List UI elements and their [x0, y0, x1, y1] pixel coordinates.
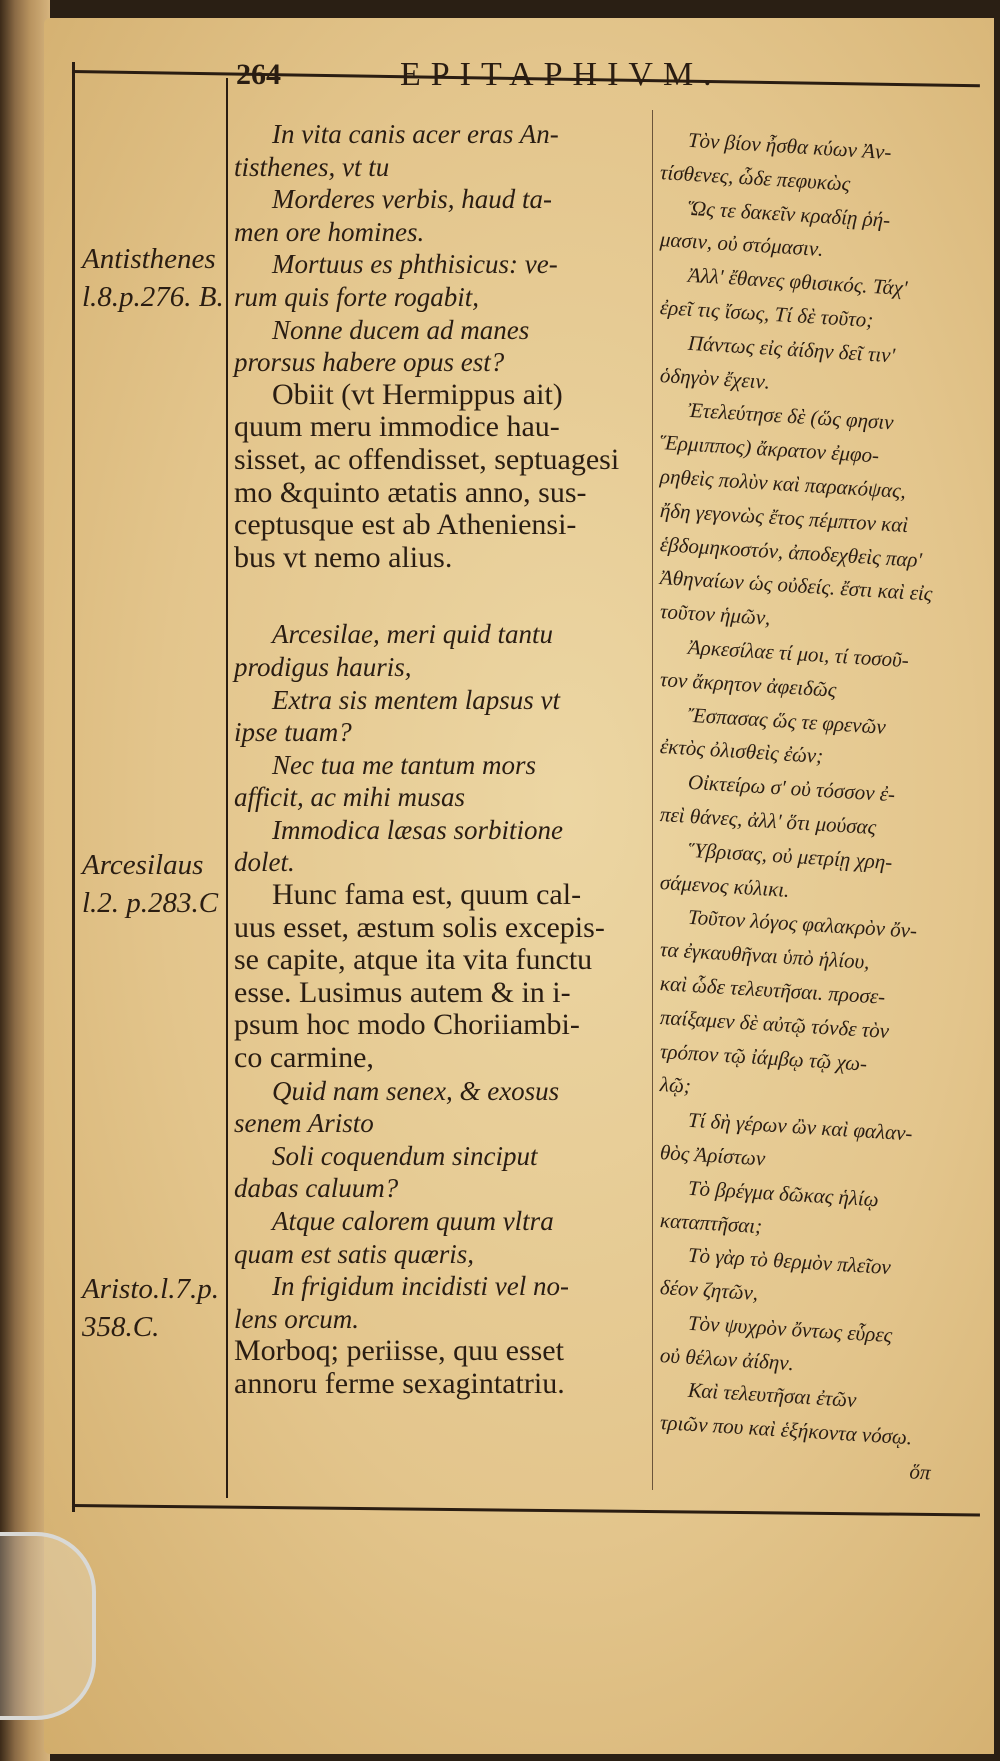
margin-note-line: 358.C. [82, 1311, 160, 1343]
greek-line: ἑβδομηκοστόν, ἀποδεχθεὶς παρ' [659, 531, 923, 572]
latin-line: psum hoc modo Choriiambi- [234, 1008, 580, 1042]
latin-line: mo &quinto ætatis anno, sus- [234, 475, 587, 509]
page-number: 264 [236, 58, 281, 91]
greek-line: Ὕβρισας, οὐ μετρίῃ χρη- [687, 837, 893, 874]
latin-line: se capite, atque ita vita functu [234, 943, 593, 977]
greek-line: τα ἐγκαυθῆναι ὑπὸ ἡλίου, [659, 937, 871, 974]
latin-line: co carmine, [234, 1041, 374, 1075]
greek-column [659, 122, 980, 1485]
margin-note-antisthenes [82, 240, 222, 316]
margin-note-aristo [82, 1270, 222, 1346]
greek-line: οὐ θέλων ἀίδην. [659, 1342, 795, 1375]
latin-line: annoru ferme sexagintatriu. [234, 1366, 565, 1400]
greek-line: παίξαμεν δὲ αὐτῷ τόνδε τὸν [659, 1004, 890, 1043]
latin-line: In frigidum incidisti vel no- [272, 1271, 569, 1302]
latin-line: quam est satis quæris, [234, 1238, 475, 1269]
margin-note-line: l.2. p.283.C [82, 887, 219, 919]
greek-line: Οἰκτείρω σ' οὐ τόσσον ἐ- [687, 769, 896, 807]
latin-line: uus esset, æstum solis excepis- [234, 910, 605, 944]
latin-line: dabas caluum? [234, 1173, 399, 1204]
greek-line: Ἐτελεύτησε δὲ (ὥς φησιν [687, 398, 895, 435]
greek-line: Ὥς τε δακεῖν κραδίῃ ῥή- [687, 195, 891, 232]
greek-line: τριῶν που καὶ ἑξήκοντα νόσῳ. [659, 1410, 913, 1450]
latin-column [234, 118, 644, 1401]
greek-line: δέον ζητῶν, [659, 1275, 759, 1306]
greek-line: μασιν, οὐ στόμασιν. [659, 227, 825, 262]
book-page-edges [0, 0, 50, 1761]
greek-line: τοῦτον ἡμῶν, [659, 599, 772, 630]
latin-line: ipse tuam? [234, 717, 352, 748]
greek-line: σάμενος κύλικι. [659, 869, 791, 902]
greek-line: Τοῦτον λόγος φαλακρὸν ὄν- [687, 905, 918, 944]
latin-line: Nec tua me tantum mors [272, 749, 536, 780]
greek-line: Τὸν ψυχρὸν ὄντως εὗρες [687, 1310, 893, 1348]
greek-line: λῷ; [659, 1072, 692, 1099]
paragraph-gap [234, 574, 644, 618]
latin-line: rum quis forte rogabit, [234, 281, 480, 312]
latin-line: lens orcum. [234, 1303, 359, 1334]
latin-line: Extra sis mentem lapsus vt [272, 684, 560, 715]
outer-column-rule [72, 62, 75, 1512]
column-divider [652, 110, 653, 1490]
paper-clip-bookmark [0, 1532, 96, 1720]
latin-line: Morderes verbis, haud ta- [272, 184, 552, 215]
latin-line: Atque calorem quum vltra [272, 1206, 554, 1236]
latin-line: Obiit (vt Hermippus ait) [272, 377, 563, 411]
greek-line: τρόπον τῷ ἰάμβῳ τῷ χω- [659, 1038, 868, 1076]
greek-line: Τὸν βίον ἦσθα κύων Ἀν- [687, 127, 893, 165]
latin-line: esse. Lusimus autem & in i- [234, 975, 571, 1009]
greek-line: Ἀλλ' ἔθανες φθισικός. Τάχ' [687, 262, 909, 301]
latin-line: quum meru immodice hau- [234, 410, 560, 444]
margin-note-line: Aristo.l.7.p. [82, 1273, 219, 1305]
greek-line: Ἀθηναίων ὡς οὐδείς. ἔστι καὶ εἰς [659, 565, 934, 606]
latin-line: Hunc fama est, quum cal- [272, 878, 582, 912]
greek-line: ἐκτὸς ὀλισθεὶς ἐών; [659, 734, 824, 769]
latin-line: prorsus habere opus est? [234, 347, 505, 378]
latin-line: Nonne ducem ad manes [272, 314, 530, 345]
latin-line: Arcesilae, meri quid tantu [272, 619, 553, 650]
greek-line: τον ἄκρητον ἀφειδῶς [659, 666, 838, 702]
greek-line: Ἔσπασας ὥς τε φρενῶν [687, 702, 887, 739]
catchword: ὅπ [908, 1459, 932, 1485]
greek-line: ρηθεὶς πολὺν καὶ παρακόψας, [659, 463, 907, 503]
greek-line: ἤδη γεγονὼς ἔτος πέμπτον καὶ [659, 497, 909, 537]
latin-line: afficit, ac mihi musas [234, 782, 465, 813]
greek-line: καὶ ὧδε τελευτῆσαι. προσε- [659, 970, 886, 1009]
greek-line: Τὸ γὰρ τὸ θερμὸν πλεῖον [687, 1243, 892, 1280]
greek-line: ἐρεῖ τις ἴσως, Τί δὲ τοῦτο; [659, 295, 874, 333]
latin-line: Morboq; periisse, quu esset [234, 1334, 564, 1368]
greek-line: Ἀρκεσίλαε τί μοι, τί τοσοῦ- [687, 634, 910, 673]
latin-line: bus vt nemo alius. [234, 540, 453, 574]
latin-line: Immodica læsas sorbitione [272, 814, 564, 845]
greek-line: Τί δὴ γέρων ὢν καὶ φαλαν- [687, 1107, 914, 1146]
margin-note-line: Antisthenes [82, 243, 216, 275]
latin-line: ceptusque est ab Atheniensi- [234, 508, 577, 542]
margin-note-arcesilaus [82, 846, 222, 922]
greek-line: θὸς Ἀρίστων [659, 1139, 766, 1171]
latin-line: sisset, ac offendisset, septuagesi [234, 442, 620, 476]
latin-line: In vita canis acer eras An- [272, 119, 559, 149]
latin-line: Mortuus es phthisicus: ve- [272, 249, 558, 280]
margin-note-line: Arcesilaus [82, 849, 204, 881]
latin-line: prodigus hauris, [234, 651, 412, 682]
latin-line: Soli coquendum sinciput [272, 1140, 538, 1171]
greek-line: ὁδηγὸν ἔχειν. [659, 362, 771, 394]
latin-line: Quid nam senex, & exosus [272, 1075, 560, 1106]
latin-line: tisthenes, vt tu [234, 151, 390, 182]
latin-line: men ore homines. [234, 216, 425, 247]
margin-column-rule [226, 78, 228, 1498]
greek-line: τίσθενες, ὧδε πεφυκὼς [659, 159, 851, 196]
latin-line: dolet. [234, 847, 295, 878]
greek-line: πεὶ θάνες, ἀλλ' ὅτι μούσας [659, 801, 877, 840]
greek-line: Τὸ βρέγμα δῶκας ἡλίῳ [687, 1175, 880, 1212]
greek-line: καταπτῆσαι; [659, 1207, 763, 1238]
greek-line: Καὶ τελευτῆσαι ἐτῶν [687, 1378, 858, 1413]
greek-line: Ἕρμιππος) ἄκρατον ἐμφο- [659, 430, 880, 468]
latin-line: senem Aristo [234, 1108, 374, 1139]
margin-note-line: l.8.p.276. B. [82, 281, 224, 313]
running-head: EPITAPHIVM. [400, 56, 722, 93]
greek-line: Πάντως εἰς ἀίδην δεῖ τιν' [687, 330, 896, 368]
